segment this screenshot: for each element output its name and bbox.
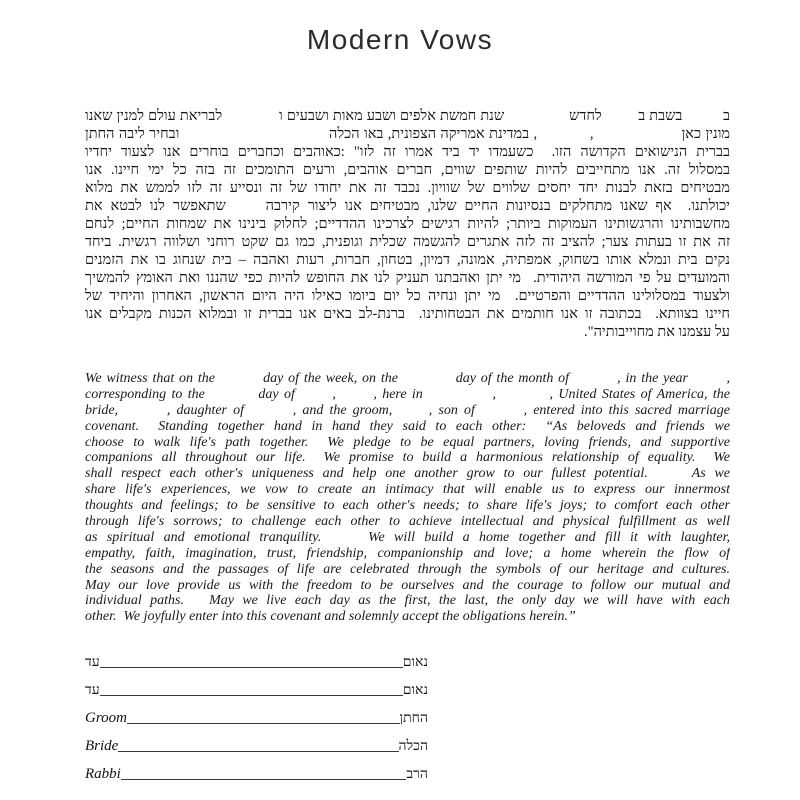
hebrew-text-line: זה את זו בעתות צער; להציב זה לזה אתגרים להגשמה שכלית וגופנית, כמו גם שקט רוחני ושלווה רגשית. ביחד [85,234,730,250]
english-text-line: shall respect each other's uniqueness and help one another grow to our fullest potential. As we [85,466,730,482]
english-text-line: share life's experiences, we vow to create an intimacy that will enable us to express our innermost [85,482,730,498]
english-text-line: empathy, faith, imagination, trust, friendship, companionship and love; a home wherein the flow of [85,545,730,561]
signature-label-right: החתן [399,711,428,726]
english-text-line: bride, , daughter of , and the groom, , son of , entered into this sacred marriage [85,402,730,418]
signature-label-right: הרב [406,767,428,782]
english-text-line: We witness that on the day of the week, on the day of the month of , in the year , [85,371,730,386]
hebrew-text-line: ב בשבת ב לחדש שנת חמשת אלפים ושבע מאות ושבעים ו לבריאת עולם למנין שאנו [85,108,730,124]
signature-label-left: Bride [85,738,119,754]
signature-label-left: עד [85,655,100,670]
hebrew-text-line: יכולתנו. אף שאנו מתחלקים בנסיונות החיים שלנו, מבטיחים אנו ליצור קירבה שתאפשר לנו לבטא את [85,198,730,214]
english-text-line: covenant. Standing together hand in hand they said to each other: “As beloveds and friends we [85,418,730,434]
hebrew-text-line: מונין כאן , , במדינת אמריקה הצפונית, באו הכלה ובחיר ליבה החתן [85,126,730,142]
english-text-line: other. We joyfully enter into this covenant and solemnly accept the obligations herein.” [85,609,576,625]
english-text-line: May our love provide us with the freedom to be ourselves and the courage to follow our mutual and [85,577,730,593]
signature-label-left: Rabbi [85,766,121,782]
hebrew-text-line: על עצמנו את מחוייבותיה". [584,324,730,340]
english-text-line: companions all throughout our life. We promise to build a harmonious relationship of equality. We [85,450,730,466]
english-text-line: the seasons and the passages of life are celebrated through the symbols of our heritage and cultures. [85,561,730,577]
signature-row [85,726,428,754]
hebrew-text-line: מבטיחים בזאת לבנות יחד יחסים שלווים של שוויון. נכבד זה את יחודו של זה ונסייע זה לזו לממש את מלוא [85,180,730,196]
signature-label-left: Groom [85,710,127,726]
english-text-line: thoughts and feelings; to be sensitive to each other's needs; to share life's joys; to comfort each other [85,498,730,514]
english-text-line: as spiritual and emotional tranquility. We will build a home together and fill it with laughter, [85,529,730,545]
signature-row [85,670,428,698]
signature-label-left: עד [85,683,100,698]
hebrew-text-line: והמועדים על פי המורשה היהודית. מי יתן ואהבתנו תעניק לנו את החופש להיות כפי שהננו ואת האומץ להמשיך [85,270,730,286]
hebrew-text-line: נקים בית ונמלא אותו בשחוק, אמפתיה, אמונה, דמיון, בטחון, חברות, רעות ואהבה – בית שנחוג בו את הזמנים [85,252,730,268]
signature-block [85,642,428,782]
signature-line [118,750,398,752]
hebrew-text-line: חיינו בצוותא. בכתובה זו אנו חותמים את הבטחותינו. ברנת-לב באים אנו בברית זו ובמלוא הכנות מקבלים אנו [85,306,730,322]
signature-line [121,778,406,780]
hebrew-text-block [85,107,730,341]
signature-label-right: נאום [402,655,428,670]
hebrew-text-line: מחשבותינו והרגשותינו העמוקות ביותר; להיות רגישים לצרכינו ההדדיים; לחלוק בינינו את שמחות החיים; לנחם [85,216,730,232]
english-text-line: individual paths. May we live each day as the first, the last, the only day we will have with each [85,593,730,609]
signature-row [85,754,428,782]
signature-line [127,722,400,724]
english-text-line: corresponding to the day of , , here in , , United States of America, the [85,386,730,402]
signature-row [85,698,428,726]
signature-label-right: הכלה [398,739,428,754]
signature-row [85,642,428,670]
signature-line [100,666,403,668]
english-text-block [85,371,730,625]
english-text-line: choose to walk life's path together. We pledge to be equal partners, loving friends, and supportive [85,434,730,450]
signature-line [100,694,403,696]
signature-label-right: נאום [402,683,428,698]
hebrew-text-line: בברית הנישואים הקדושה הזו. כשעמדו יד ביד אמרו זה לזו" :כאוהבים וכחברים בוחרים אנו לצעוד יחדיו [85,144,730,160]
page-title: Modern Vows [306,24,494,55]
english-text-line: through life's sorrows; to challenge each other to achieve intellectual and physical fulfillment as well [85,514,730,530]
hebrew-text-line: במסלול זה. אנו מתחייבים להיות שותפים שווים, חברים אוהבים, ורעים התומכים זה בזה כל ימי חיינו. אנו [85,162,730,178]
hebrew-text-line: ולצעוד במסלולינו ההדדיים והפרטיים. מי יתן ונחיה כל יום ביומו כאילו היה היום הראשון, האחרון והיחיד של [85,288,730,304]
